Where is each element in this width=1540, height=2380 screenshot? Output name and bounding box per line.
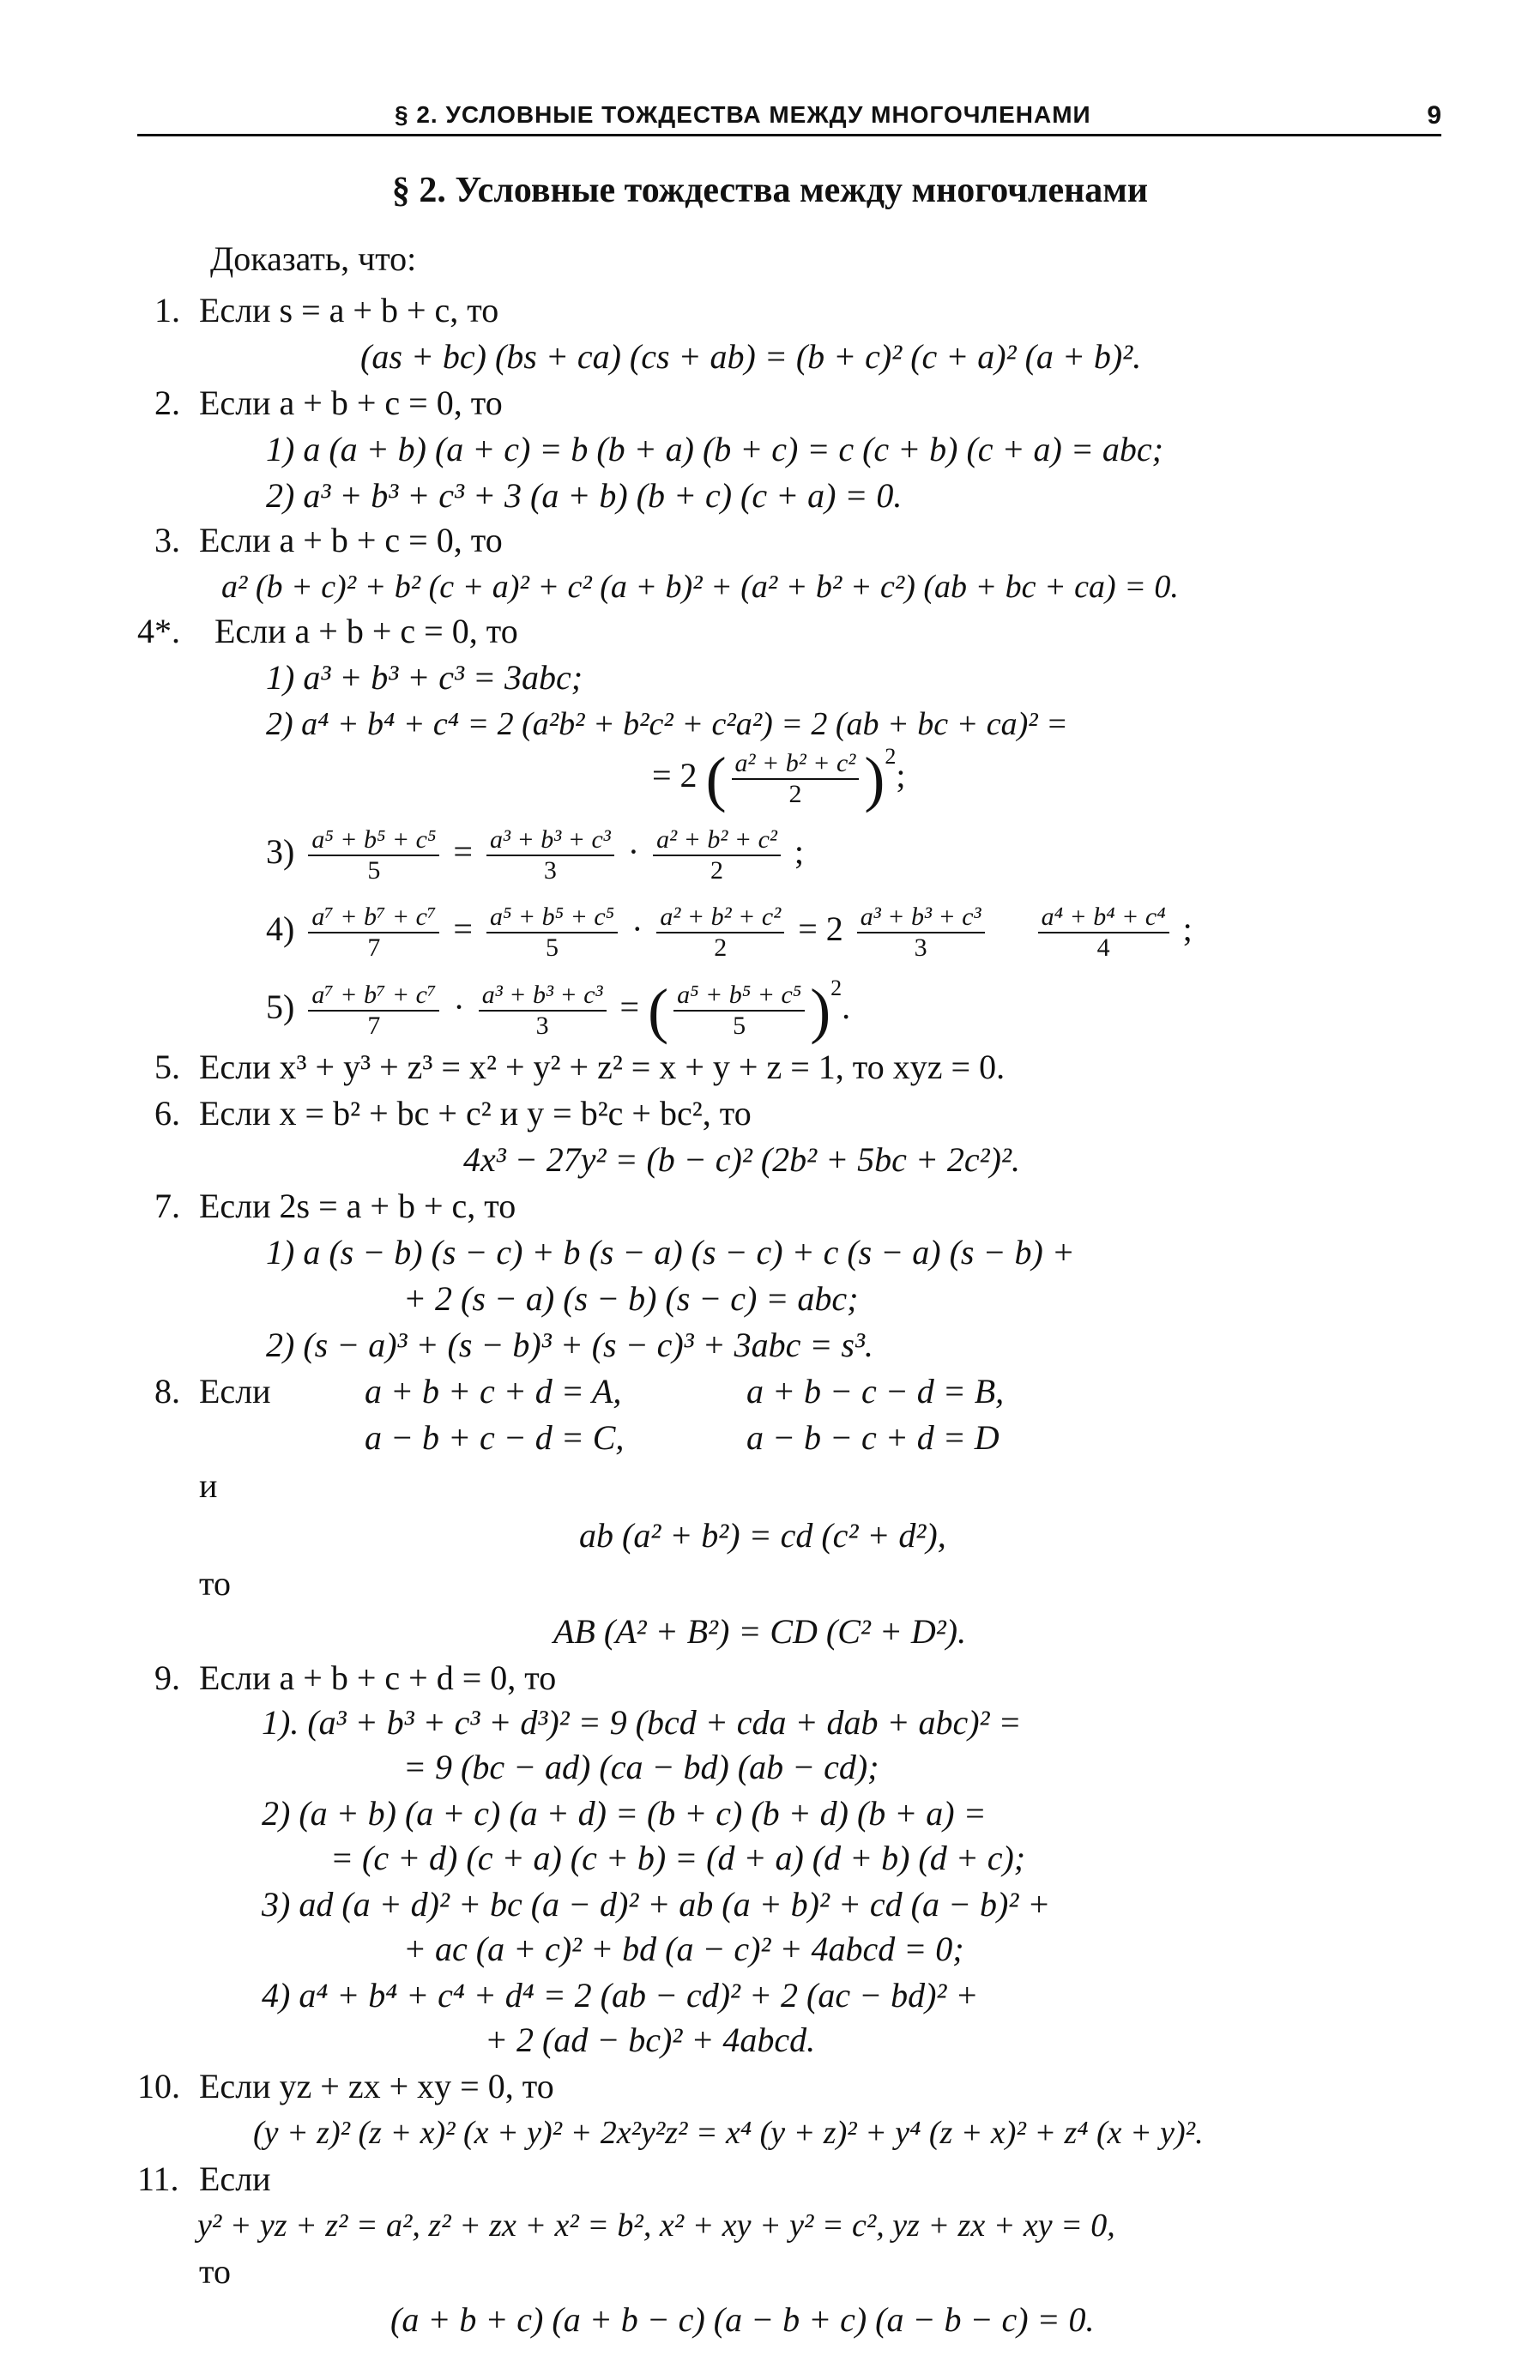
- identity: 4) a⁴ + b⁴ + c⁴ + d⁴ = 2 (ab − cd)² + 2 (ac − bd)² +: [262, 1976, 979, 2015]
- condition-eq: a + b − c − d = B,: [746, 1372, 1005, 1410]
- problem-number: 8.: [154, 1372, 180, 1410]
- problem-condition: Если a + b + c + d = 0, то: [199, 1658, 557, 1697]
- identity: a² (b + c)² + b² (c + a)² + c² (a + b)² + (a² + b² + c²) (ab + bc + ca) = 0.: [221, 569, 1179, 605]
- identity-continuation: + 2 (s − a) (s − b) (s − c) = abc;: [403, 1279, 859, 1318]
- problem-condition: Если yz + zx + xy = 0, то: [199, 2067, 554, 2105]
- identity: 4x³ − 27y² = (b − c)² (2b² + 5bc + 2c²)².: [463, 1140, 1020, 1179]
- identity: 1) a (a + b) (a + c) = b (b + a) (b + c) = c (c + b) (c + a) = abc;: [266, 430, 1163, 468]
- identity: (y + z)² (z + x)² (x + y)² + 2x²y²z² = x⁴ (y + z)² + y⁴ (z + x)² + z⁴ (x + y)².: [253, 2115, 1204, 2151]
- identity: (as + bc) (bs + ca) (cs + ab) = (b + c)² (c + a)² (a + b)².: [360, 337, 1142, 376]
- problem-word: Если: [199, 2160, 271, 2198]
- identity: ab (a² + b²) = cd (c² + d²),: [579, 1516, 946, 1555]
- problem-number: 4*.: [137, 612, 180, 650]
- identity: 1). (a³ + b³ + c³ + d³)² = 9 (bcd + cda + dab + abc)² =: [262, 1703, 1022, 1742]
- problem-condition: Если x = b² + bc + c² и y = b²c + bc², то: [199, 1094, 752, 1133]
- problem-condition: Если a + b + c = 0, то: [199, 521, 503, 559]
- problem-condition: Если a + b + c = 0, то: [199, 384, 503, 422]
- problem-word: Если: [199, 1372, 271, 1410]
- problem-condition: Если s = a + b + c, то: [199, 291, 499, 329]
- problem-number: 1.: [154, 291, 180, 329]
- fraction-identity-5: 5) $\frac{\text{a⁷ + b⁷ + c⁷}}{7}$ · $\frac{\text{a³ + b³ + c³}}{3}$ = ( $\frac{\text{a⁵ + b⁵ + c⁵}}{5}$ )$^2$.: [266, 976, 851, 1045]
- identity-continuation: + 2 (ad − bc)² + 4abcd.: [485, 2021, 816, 2059]
- running-header: [137, 101, 1441, 136]
- condition-eq: y² + yz + z² = a², z² + zx + x² = b², x² + xy + y² = c², yz + zx + xy = 0,: [197, 2208, 1115, 2244]
- problem-condition: Если a + b + c = 0, то: [214, 612, 518, 650]
- section-title: § 2. Условные тождества между многочленами: [391, 171, 1149, 210]
- header-rule: [137, 134, 1441, 136]
- problem-number: 6.: [154, 1094, 180, 1133]
- identity: 2) a⁴ + b⁴ + c⁴ = 2 (a²b² + b²c² + c²a²) = 2 (ab + bc + ca)² =: [266, 706, 1068, 742]
- identity-continuation: = 2 ( $\frac{\text{a² + b² + c²}}{2}$ )$^2$;: [652, 744, 906, 813]
- conjunction: то: [199, 2252, 231, 2291]
- identity-continuation: = (c + d) (c + a) (c + b) = (d + a) (d + b) (d + c);: [330, 1839, 1026, 1877]
- running-title: § 2. УСЛОВНЫЕ ТОЖДЕСТВА МЕЖДУ МНОГОЧЛЕНАМИ: [395, 101, 1091, 128]
- problem-condition: Если 2s = a + b + c, то: [199, 1187, 516, 1225]
- condition-eq: a − b + c − d = C,: [365, 1418, 625, 1457]
- problem-number: 11.: [137, 2160, 179, 2198]
- identity: 2) (a + b) (a + c) (a + d) = (b + c) (b + d) (b + a) =: [262, 1794, 987, 1833]
- identity: AB (A² + B²) = CD (C² + D²).: [553, 1612, 967, 1651]
- identity: 2) a³ + b³ + c³ + 3 (a + b) (b + c) (c + a) = 0.: [266, 476, 903, 515]
- condition-eq: a − b − c + d = D: [746, 1418, 999, 1457]
- conjunction: то: [199, 1564, 231, 1603]
- intro-text: Доказать, что:: [210, 239, 417, 278]
- problem-number: 7.: [154, 1187, 180, 1225]
- identity: (a + b + c) (a + b − c) (a − b + c) (a − b − c) = 0.: [390, 2300, 1095, 2339]
- fraction-identity-3: 3) $\frac{\text{a⁵ + b⁵ + c⁵}}{5}$ = $\frac{\text{a³ + b³ + c³}}{3}$ · $\frac{\text{a² + b² + c²}}{2}$ ;: [266, 825, 805, 885]
- identity-continuation: + ac (a + c)² + bd (a − c)² + 4abcd = 0;: [403, 1930, 964, 1968]
- problem-text: Если x³ + y³ + z³ = x² + y² + z² = x + y + z = 1, то xyz = 0.: [199, 1048, 1006, 1086]
- identity: 2) (s − a)³ + (s − b)³ + (s − c)³ + 3abc = s³.: [266, 1326, 873, 1364]
- problem-number: 2.: [154, 384, 180, 422]
- page-number: 9: [1427, 101, 1441, 130]
- conjunction: и: [199, 1466, 218, 1505]
- condition-eq: a + b + c + d = A,: [365, 1372, 622, 1410]
- problem-number: 3.: [154, 521, 180, 559]
- identity: 1) a (s − b) (s − c) + b (s − a) (s − c) + c (s − a) (s − b) +: [266, 1233, 1075, 1272]
- fraction-identity-4: 4) $\frac{\text{a⁷ + b⁷ + c⁷}}{7}$ = $\frac{\text{a⁵ + b⁵ + c⁵}}{5}$ · $\frac{\text{a² + b² + c²}}{2}$ = 2 $\frac{\text{a³ + b³ + c³}}{3}$ $\frac{\text{a⁴ + b⁴ + c⁴}}{4}$ ;: [266, 903, 1193, 962]
- identity: 3) ad (a + d)² + bc (a − d)² + ab (a + b)² + cd (a − b)² +: [262, 1885, 1051, 1924]
- problem-number: 9.: [154, 1658, 180, 1697]
- problem-number: 10.: [137, 2067, 180, 2105]
- identity-continuation: = 9 (bc − ad) (ca − bd) (ab − cd);: [403, 1748, 879, 1786]
- identity: 1) a³ + b³ + c³ = 3abc;: [266, 658, 583, 697]
- problem-number: 5.: [154, 1048, 180, 1086]
